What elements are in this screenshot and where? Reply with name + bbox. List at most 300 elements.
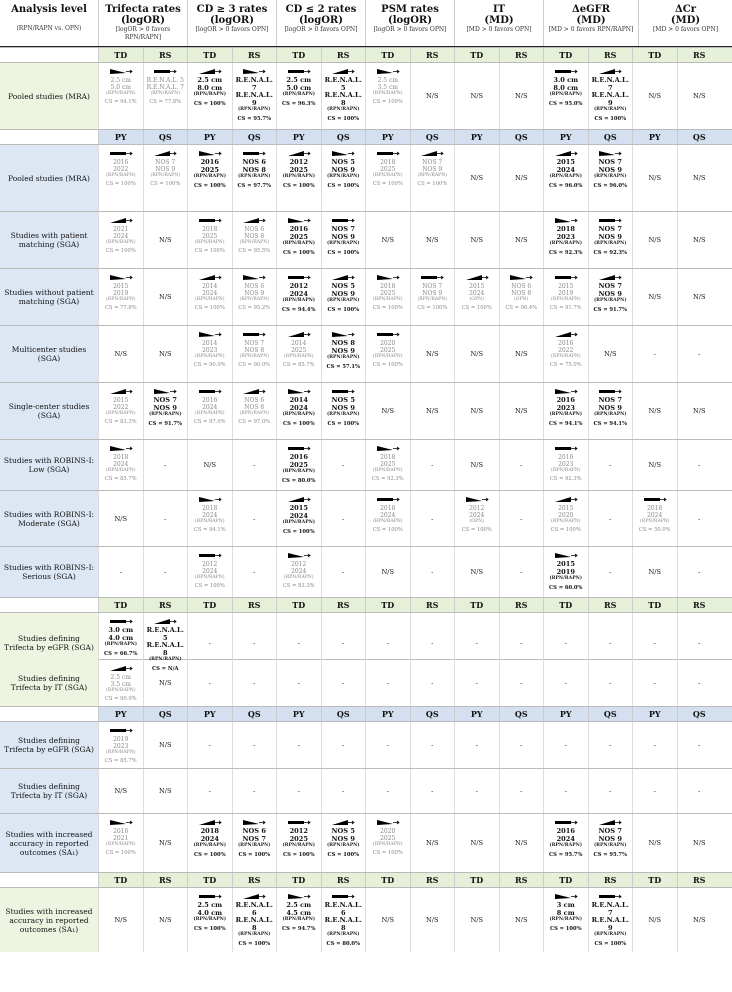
result-cell [365, 547, 410, 597]
favored-group: (RPN/RAPN) [549, 917, 583, 923]
credibility-score: CS = 97.0% [193, 419, 226, 426]
result-cell [410, 491, 455, 546]
trend-glyph-icon [553, 551, 579, 560]
result-cell [632, 63, 677, 129]
result-cell [232, 547, 277, 597]
trend-glyph-icon [286, 149, 312, 158]
upper-bound-value: NOS 9 [331, 165, 355, 174]
not-significant-label: N/S [470, 235, 483, 244]
trend-glyph-icon [286, 273, 312, 282]
favored-group: (RPN/RAPN) [194, 519, 225, 524]
trend-glyph-icon [241, 67, 267, 76]
trend-glyph-icon [197, 551, 223, 560]
favored-group: (RPN/RAPN) [193, 92, 227, 98]
upper-bound-value: 2025 [289, 460, 308, 469]
not-available-dash: - [253, 514, 256, 523]
lower-bound-value: 2016 [289, 453, 308, 461]
trend-glyph-icon [375, 149, 401, 158]
trend-glyph-icon [597, 892, 623, 901]
sub-header-label: PY [543, 130, 588, 144]
result-cell [543, 722, 588, 768]
upper-bound-value: 2023 [202, 347, 218, 354]
trend-glyph-icon [553, 892, 579, 901]
credibility-score: CS = 80.0% [282, 477, 316, 484]
credibility-score: CS = 91.7% [148, 420, 182, 427]
favored-group: (RPN/RAPN) [372, 173, 403, 178]
not-available-dash: - [431, 460, 434, 469]
not-available-dash: - [342, 740, 345, 749]
lower-bound-value: 2016 [202, 397, 218, 404]
upper-bound-value: R.E.N.A.L. 8 [324, 916, 362, 932]
trend-glyph-icon [241, 273, 267, 282]
result-cell [98, 491, 143, 546]
result-cell [410, 547, 455, 597]
lower-bound-value: NOS 5 [331, 158, 355, 166]
table-row [0, 659, 732, 706]
not-available-dash: - [431, 678, 434, 687]
upper-bound-value: 2025 [200, 165, 219, 174]
credibility-score: CS = 94.1% [193, 527, 226, 534]
result-cell [632, 491, 677, 546]
result-cell [232, 491, 277, 546]
not-available-dash: - [386, 740, 389, 749]
sub-header-label: QS [588, 707, 633, 721]
trend-glyph-icon [375, 818, 401, 827]
result-cell [143, 814, 188, 872]
upper-bound-value: 4.0 cm [197, 908, 223, 917]
table-row [0, 144, 732, 211]
not-significant-label: N/S [381, 406, 394, 415]
result-cell [499, 814, 544, 872]
result-cell [677, 491, 722, 546]
upper-bound-value: 4.5 cm [286, 908, 312, 917]
not-available-dash: - [698, 514, 701, 523]
trend-glyph-icon [241, 216, 267, 225]
favored-group: (RPN/RAPN) [282, 843, 316, 849]
credibility-score: CS = 100% [105, 850, 136, 857]
not-significant-label: N/S [470, 173, 483, 182]
credibility-score: CS = 94.4% [282, 306, 316, 313]
favored-group: (RPN/RAPN) [105, 240, 136, 245]
favored-group: (RPN/RAPN) [326, 241, 360, 247]
result-cell [677, 888, 722, 952]
result-cell [187, 383, 232, 439]
not-available-dash: - [253, 678, 256, 687]
sub-header-label: RS [499, 598, 544, 612]
upper-bound-value: NOS 9 [422, 290, 443, 297]
sub-header-label: RS [232, 873, 277, 887]
upper-bound-value: 3.5 cm [377, 84, 398, 91]
credibility-score: CS = 100% [282, 851, 315, 858]
result-cell [365, 722, 410, 768]
favored-group: (RPN/RAPN) [237, 932, 271, 938]
result-cell [365, 326, 410, 382]
not-available-dash: - [208, 786, 211, 795]
result-cell [499, 491, 544, 546]
sub-header-spacer [0, 598, 98, 612]
result-cell [410, 326, 455, 382]
credibility-score: CS = 92.3% [549, 476, 582, 483]
credibility-score: CS = 100% [372, 362, 403, 369]
trend-glyph-icon [286, 818, 312, 827]
upper-bound-value: 2024 [291, 568, 307, 575]
upper-bound-value: 2023 [558, 461, 574, 468]
not-significant-label: N/S [381, 567, 394, 576]
header-direction: [logOR > 0 favors OPN] [284, 26, 358, 33]
lower-bound-value: NOS 6 [242, 827, 266, 835]
upper-bound-value: 2024 [202, 512, 218, 519]
header-direction: [logOR > 0 favors RPN/RAPN] [115, 26, 171, 41]
not-available-dash: - [342, 514, 345, 523]
result-cell [187, 326, 232, 382]
credibility-score: CS = 77.8% [149, 99, 182, 106]
favored-group: (RPN/RAPN) [282, 412, 316, 418]
upper-bound-value: 2023 [113, 743, 129, 750]
credibility-score: CS = 95.7% [549, 851, 583, 858]
result-cell [98, 769, 143, 813]
result-cell [499, 145, 544, 211]
lower-bound-value: 2.5 cm [110, 674, 131, 681]
result-cell [454, 769, 499, 813]
trend-glyph-icon [330, 67, 356, 76]
result-cell [499, 63, 544, 129]
not-significant-label: N/S [514, 406, 528, 415]
row-label: Studies with ROBINS-I: Serious (SGA) [0, 547, 98, 597]
upper-bound-value: NOS 9 [422, 166, 443, 173]
table-row [0, 325, 732, 382]
table-row [0, 211, 732, 268]
upper-bound-value: 5.0 cm [110, 84, 131, 91]
credibility-score: CS = 100% [327, 306, 360, 313]
sub-header-label: TD [187, 48, 232, 62]
table-body [0, 47, 732, 952]
result-cell [276, 769, 321, 813]
lower-bound-value: 2020 [380, 340, 396, 347]
table-row [0, 268, 732, 325]
row-label: Multicenter studies (SGA) [0, 326, 98, 382]
lower-bound-value: 2016 [200, 158, 219, 166]
favored-group: (RPN/RAPN) [550, 468, 581, 473]
lower-bound-value: NOS 5 [331, 827, 355, 835]
not-available-dash: - [164, 514, 167, 523]
header-unit: (logOR) [299, 15, 343, 26]
upper-bound-value: 2024 [289, 403, 308, 412]
favored-group: (RPN/RAPN) [105, 750, 136, 755]
trend-glyph-icon [152, 617, 178, 626]
lower-bound-value: 2012 [289, 158, 308, 166]
credibility-score: CS = 92.3% [593, 249, 627, 256]
sub-header-label: TD [632, 873, 677, 887]
not-significant-label: N/S [114, 349, 127, 358]
sub-header-label: RS [410, 598, 455, 612]
credibility-score: CS = 92.3% [549, 249, 583, 256]
result-cell [588, 814, 633, 872]
not-available-dash: - [164, 567, 167, 576]
lower-bound-value: 2016 [556, 396, 575, 404]
lower-bound-value: NOS 6 [244, 283, 265, 290]
credibility-score: CS = 94.1% [549, 420, 583, 427]
favored-group: (RPN/RAPN) [593, 107, 627, 113]
favored-group: (RPN/RAPN) [105, 173, 136, 178]
not-available-dash: - [653, 786, 656, 795]
credibility-score: CS = 100% [594, 940, 627, 947]
credibility-score: CS = 97.0% [238, 419, 271, 426]
trend-glyph-icon [197, 495, 223, 504]
upper-bound-value: NOS 9 [598, 165, 622, 174]
sub-header-label: RS [677, 48, 722, 62]
favored-group: (RPN/RAPN) [326, 843, 360, 849]
not-significant-label: N/S [692, 91, 706, 100]
not-available-dash: - [653, 740, 656, 749]
lower-bound-value: 2015 [113, 397, 129, 404]
sub-header-label: TD [365, 873, 410, 887]
credibility-score: CS = 85.7% [104, 476, 137, 483]
credibility-score: CS = 50.0% [638, 527, 671, 534]
favored-group: (RPN/RAPN) [237, 843, 271, 849]
favored-group: (RPN/RAPN) [326, 174, 360, 180]
credibility-score: CS = 90.9% [104, 696, 137, 703]
result-cell [454, 383, 499, 439]
result-cell [588, 269, 633, 325]
favored-group: (RPN/RAPN) [550, 297, 581, 302]
result-cell [187, 888, 232, 952]
not-significant-label: N/S [514, 915, 528, 924]
table-row [0, 439, 732, 490]
trend-glyph-icon [642, 495, 668, 504]
sub-header-label: RS [677, 598, 722, 612]
trend-glyph-icon [597, 273, 623, 282]
lower-bound-value: 2012 [469, 505, 485, 512]
result-cell [365, 814, 410, 872]
sub-header-label: RS [321, 48, 366, 62]
result-cell [677, 269, 722, 325]
upper-bound-value: 2019 [556, 567, 575, 576]
lower-bound-value: 2018 [380, 159, 396, 166]
credibility-score: CS = 92.3% [371, 476, 404, 483]
result-cell [187, 722, 232, 768]
result-cell [276, 491, 321, 546]
credibility-score: CS = 90.0% [238, 362, 271, 369]
upper-bound-value: NOS 9 [153, 403, 177, 412]
credibility-score: CS = 95.7% [237, 115, 271, 122]
not-significant-label: N/S [648, 173, 661, 182]
lower-bound-value: 2018 [202, 505, 218, 512]
upper-bound-value: 2022 [113, 404, 129, 411]
result-cell [410, 814, 455, 872]
sub-header-label: TD [365, 598, 410, 612]
upper-bound-value: NOS 9 [331, 232, 355, 241]
not-significant-label: N/S [470, 91, 483, 100]
upper-bound-value: NOS 8 [244, 404, 265, 411]
favored-group: (RPN/RAPN) [549, 92, 583, 98]
not-significant-label: N/S [692, 406, 706, 415]
upper-bound-value: 2024 [113, 461, 129, 468]
lower-bound-value: R.E.N.A.L. 5 [324, 76, 362, 92]
credibility-score: CS = 100% [238, 940, 271, 947]
favored-group: (RPN/RAPN) [105, 411, 136, 416]
result-cell [143, 660, 188, 706]
trend-glyph-icon [330, 387, 356, 396]
favored-group: (RPN/RAPN) [283, 354, 314, 359]
sub-header-label: PY [454, 707, 499, 721]
result-cell [543, 660, 588, 706]
favored-group: (RPN/RAPN) [639, 519, 670, 524]
sub-header-label: QS [232, 707, 277, 721]
credibility-score: CS = 94.1% [593, 420, 627, 427]
table-row [0, 612, 732, 672]
row-label: Studies defining Trifecta by eGFR (SGA) [0, 613, 98, 672]
trend-glyph-icon [286, 216, 312, 225]
credibility-score: CS = 100% [550, 527, 581, 534]
upper-bound-value: NOS 8 [244, 347, 265, 354]
not-available-dash: - [297, 786, 300, 795]
result-cell [588, 888, 633, 952]
credibility-score: CS = 90.0% [193, 362, 226, 369]
favored-group: (RPN/RAPN) [282, 520, 316, 526]
trend-glyph-icon [241, 149, 267, 158]
header-cd2 [276, 0, 365, 46]
result-cell [143, 769, 188, 813]
result-cell [232, 212, 277, 268]
sub-header-label: RS [410, 873, 455, 887]
trend-glyph-icon [241, 330, 267, 339]
upper-bound-value: 2024 [469, 512, 485, 519]
favored-group: (RPN/RAPN) [550, 354, 581, 359]
upper-bound-value: 2024 [200, 834, 219, 843]
not-significant-label: N/S [648, 235, 661, 244]
credibility-score: CS = 100% [194, 248, 225, 255]
not-available-dash: - [520, 740, 523, 749]
sub-header-row [0, 872, 732, 887]
sub-header-label: QS [588, 130, 633, 144]
sub-header-label: TD [543, 48, 588, 62]
result-cell [321, 722, 366, 768]
result-cell [543, 326, 588, 382]
result-cell [588, 547, 633, 597]
header-it [454, 0, 543, 46]
upper-bound-value: 2025 [380, 835, 396, 842]
favored-group: (RPN/RAPN) [326, 355, 360, 361]
not-available-dash: - [431, 740, 434, 749]
favored-group: (RPN/RAPN) [593, 241, 627, 247]
upper-bound-value: R.E.N.A.L. 8 [235, 916, 273, 932]
credibility-score: CS = 100% [282, 249, 315, 256]
trend-glyph-icon [108, 273, 134, 282]
lower-bound-value: R.E.N.A.L. 7 [591, 76, 629, 92]
trend-glyph-icon [108, 617, 134, 626]
table-row [0, 546, 732, 597]
lower-bound-value: 2015 [113, 283, 129, 290]
result-cell [143, 722, 188, 768]
sub-header-label: RS [588, 48, 633, 62]
result-cell [321, 63, 366, 129]
favored-group: (RPN/RAPN) [549, 174, 583, 180]
sub-header-label: TD [98, 873, 143, 887]
result-cell [410, 660, 455, 706]
trend-glyph-icon [553, 444, 579, 453]
result-cell [321, 383, 366, 439]
result-cell [588, 383, 633, 439]
credibility-score: CS = 100% [327, 182, 360, 189]
table-header [0, 0, 732, 47]
trend-glyph-icon [330, 330, 356, 339]
not-available-dash: - [520, 514, 523, 523]
not-significant-label: N/S [425, 349, 439, 358]
lower-bound-value: 2018 [380, 505, 396, 512]
trend-glyph-icon [330, 273, 356, 282]
header-analysis-level [0, 0, 98, 46]
sub-header-label: RS [321, 873, 366, 887]
header-unit: (logOR) [121, 15, 165, 26]
credibility-score: CS = 100% [461, 305, 492, 312]
favored-group: (RPN/RAPN) [193, 174, 227, 180]
not-available-dash: - [342, 638, 345, 647]
result-cell [410, 383, 455, 439]
trend-glyph-icon [241, 892, 267, 901]
credibility-score: CS = 100% [194, 583, 225, 590]
row-label: Studies with ROBINS-I: Moderate (SGA) [0, 491, 98, 546]
result-cell [677, 63, 722, 129]
trend-glyph-icon [152, 67, 178, 76]
result-cell [365, 383, 410, 439]
sub-header-label: QS [232, 130, 277, 144]
trend-glyph-icon [508, 273, 534, 282]
upper-bound-value: NOS 9 [598, 289, 622, 298]
sub-header-label: TD [276, 48, 321, 62]
header-title: ΔeGFR [571, 4, 611, 15]
sub-header-label: QS [321, 130, 366, 144]
trend-glyph-icon [330, 149, 356, 158]
credibility-score: CS = 100% [417, 181, 448, 188]
trend-glyph-icon [197, 216, 223, 225]
lower-bound-value: 2012 [289, 282, 308, 290]
header-egfr [543, 0, 638, 46]
upper-bound-value: R.E.N.A.L. 9 [591, 91, 629, 107]
not-significant-label: N/S [603, 349, 617, 358]
lower-bound-value: 2018 [380, 454, 396, 461]
not-significant-label: N/S [648, 567, 661, 576]
result-cell [543, 383, 588, 439]
credibility-score: CS = 100% [193, 851, 226, 858]
result-cell [98, 722, 143, 768]
sub-header-label: QS [499, 707, 544, 721]
upper-bound-value: 2022 [558, 347, 574, 354]
not-significant-label: N/S [158, 678, 172, 687]
result-cell [232, 383, 277, 439]
sub-header-label: QS [410, 130, 455, 144]
not-available-dash: - [609, 740, 612, 749]
lower-bound-value: 2014 [289, 396, 308, 404]
not-significant-label: N/S [158, 740, 172, 749]
result-cell [410, 269, 455, 325]
result-cell [143, 63, 188, 129]
result-cell [454, 722, 499, 768]
credibility-score: CS = 83.3% [104, 419, 137, 426]
not-available-dash: - [342, 567, 345, 576]
not-significant-label: N/S [425, 406, 439, 415]
credibility-score: CS = 57.1% [326, 363, 360, 370]
not-available-dash: - [297, 638, 300, 647]
favored-group: (RPN/RAPN) [239, 240, 270, 245]
result-cell [499, 888, 544, 952]
not-available-dash: - [520, 678, 523, 687]
result-cell [499, 547, 544, 597]
result-cell [365, 491, 410, 546]
result-cell [632, 814, 677, 872]
not-available-dash: - [431, 514, 434, 523]
not-available-dash: - [208, 740, 211, 749]
result-cell [276, 547, 321, 597]
